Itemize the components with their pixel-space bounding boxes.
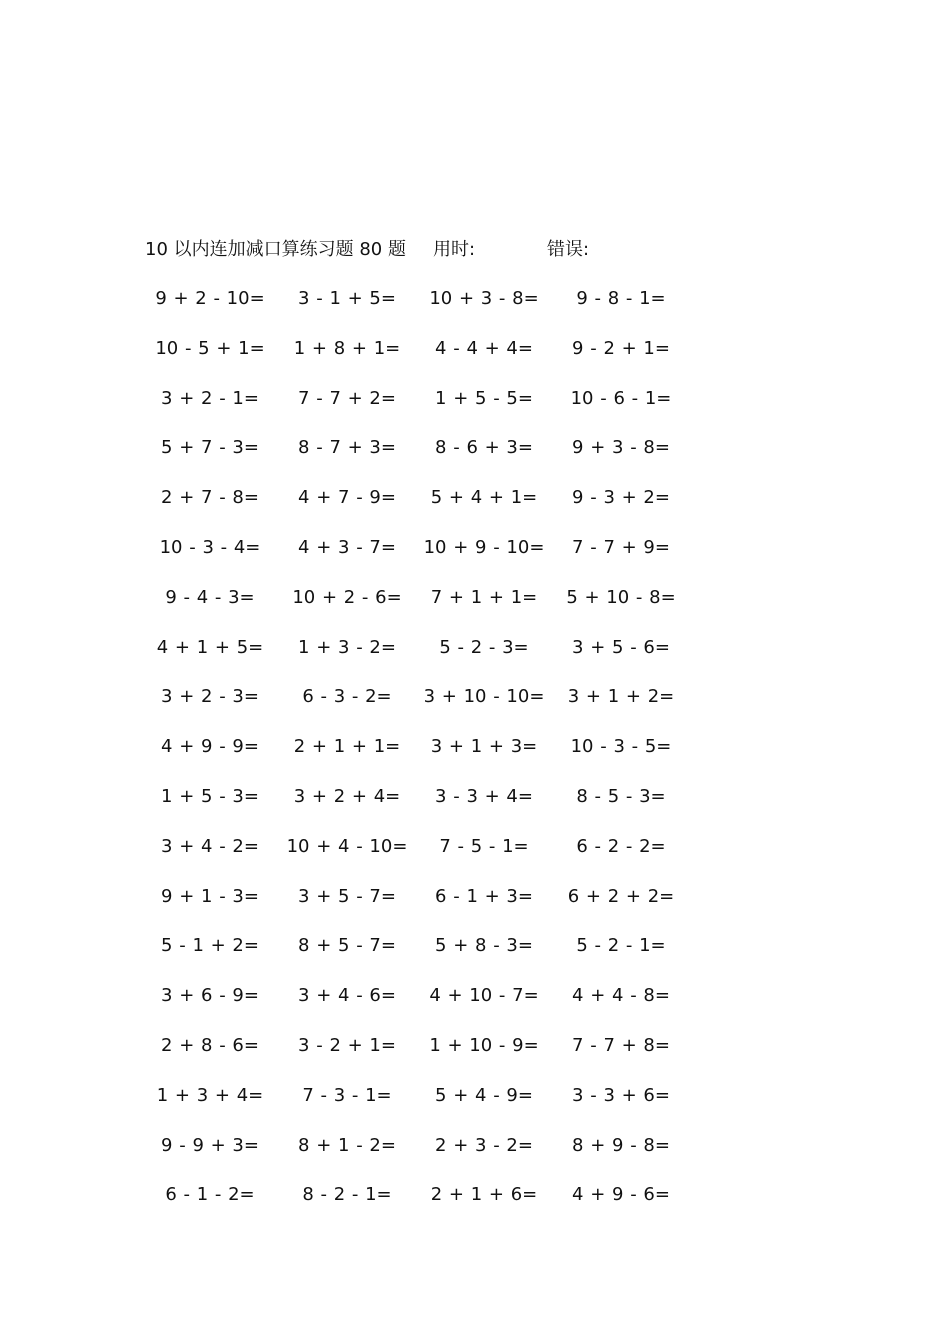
problem-row — [140, 534, 700, 584]
math-problem: 2 + 1 + 6= — [430, 1184, 538, 1206]
math-problem: 5 + 4 - 9= — [435, 1084, 533, 1106]
problem-row — [140, 982, 700, 1032]
math-problem: 3 + 2 + 4= — [293, 785, 401, 807]
math-problem: 3 + 2 - 3= — [161, 686, 259, 708]
math-problem: 5 - 2 - 3= — [439, 636, 529, 658]
math-problem: 6 - 3 - 2= — [302, 686, 392, 708]
math-problem: 4 + 7 - 9= — [298, 487, 396, 509]
math-problem: 10 - 5 + 1= — [155, 337, 265, 359]
math-problem: 8 - 7 + 3= — [298, 437, 396, 459]
problem-row — [140, 883, 700, 933]
math-problem: 4 + 10 - 7= — [429, 985, 539, 1007]
math-problem: 5 + 10 - 8= — [566, 586, 676, 608]
math-problem: 5 + 8 - 3= — [435, 935, 533, 957]
math-problem: 9 - 4 - 3= — [165, 586, 255, 608]
math-problem: 7 - 7 + 8= — [572, 1034, 670, 1056]
math-problem: 1 + 5 - 5= — [435, 387, 533, 409]
problem-row — [140, 1181, 700, 1231]
math-problem: 10 + 2 - 6= — [292, 586, 402, 608]
math-problem: 4 + 1 + 5= — [156, 636, 264, 658]
problem-row — [140, 733, 700, 783]
math-problem: 5 + 7 - 3= — [161, 437, 259, 459]
problem-row — [140, 783, 700, 833]
math-problem: 3 + 1 + 2= — [567, 686, 675, 708]
problem-row — [140, 484, 700, 534]
problem-row — [140, 335, 700, 385]
math-problem: 1 + 3 + 4= — [156, 1084, 264, 1106]
problem-row — [140, 932, 700, 982]
math-problem: 8 + 9 - 8= — [572, 1134, 670, 1156]
math-problem: 3 + 10 - 10= — [423, 686, 545, 708]
math-problem: 8 - 2 - 1= — [302, 1184, 392, 1206]
problem-row — [140, 683, 700, 733]
math-problem: 9 + 2 - 10= — [155, 288, 265, 309]
time-used-label: 用时: — [433, 239, 476, 260]
math-problem: 1 + 10 - 9= — [429, 1034, 539, 1056]
math-problem: 5 - 2 - 1= — [576, 935, 666, 957]
math-problem: 6 - 2 - 2= — [576, 835, 666, 857]
math-problem: 3 + 1 + 3= — [430, 736, 538, 758]
math-problem: 9 + 1 - 3= — [161, 885, 259, 907]
problem-row — [140, 385, 700, 435]
math-problem: 4 + 3 - 7= — [298, 536, 396, 558]
math-problem: 9 - 3 + 2= — [572, 487, 670, 509]
math-problem: 2 + 8 - 6= — [161, 1034, 259, 1056]
math-problem: 8 + 1 - 2= — [298, 1134, 396, 1156]
math-problem: 3 + 5 - 7= — [298, 885, 396, 907]
math-problem: 8 - 5 - 3= — [576, 785, 666, 807]
math-problem: 5 + 4 + 1= — [430, 487, 538, 509]
math-problem: 3 - 1 + 5= — [298, 288, 396, 309]
math-problem: 4 + 9 - 9= — [161, 736, 259, 758]
math-problem: 1 + 8 + 1= — [293, 337, 401, 359]
math-problem: 2 + 1 + 1= — [293, 736, 401, 758]
math-problem: 10 + 3 - 8= — [429, 288, 539, 309]
math-problem: 2 + 7 - 8= — [161, 487, 259, 509]
problem-row — [140, 833, 700, 883]
math-problem: 4 + 9 - 6= — [572, 1184, 670, 1206]
math-problem: 6 + 2 + 2= — [567, 885, 675, 907]
math-problem: 6 - 1 - 2= — [165, 1184, 255, 1206]
math-problem: 3 + 4 - 6= — [298, 985, 396, 1007]
math-problem: 9 - 8 - 1= — [576, 288, 666, 309]
math-problem: 7 - 7 + 2= — [298, 387, 396, 409]
math-problem: 7 + 1 + 1= — [430, 586, 538, 608]
math-problem: 9 - 9 + 3= — [161, 1134, 259, 1156]
worksheet-header — [145, 236, 665, 264]
math-problem: 10 - 3 - 4= — [159, 536, 261, 558]
math-problem: 8 - 6 + 3= — [435, 437, 533, 459]
errors-label: 错误: — [547, 239, 590, 260]
math-problem: 3 + 5 - 6= — [572, 636, 670, 658]
math-problem: 4 - 4 + 4= — [435, 337, 533, 359]
math-problem: 7 - 3 - 1= — [302, 1084, 392, 1106]
problem-row — [140, 434, 700, 484]
math-problem: 3 + 6 - 9= — [161, 985, 259, 1007]
math-problem: 10 - 3 - 5= — [570, 736, 672, 758]
math-problem: 10 + 4 - 10= — [286, 835, 408, 857]
problem-row — [140, 584, 700, 634]
math-problem: 7 - 7 + 9= — [572, 536, 670, 558]
math-problem: 4 + 4 - 8= — [572, 985, 670, 1007]
math-problem: 9 + 3 - 8= — [572, 437, 670, 459]
math-problem: 2 + 3 - 2= — [435, 1134, 533, 1156]
math-problem: 3 - 2 + 1= — [298, 1034, 396, 1056]
math-problem: 1 + 5 - 3= — [161, 785, 259, 807]
math-problem: 3 + 4 - 2= — [161, 835, 259, 857]
worksheet-title: 10 以内连加减口算练习题 80 题 — [145, 239, 406, 260]
math-problem: 10 - 6 - 1= — [570, 387, 672, 409]
math-problem: 10 + 9 - 10= — [423, 536, 545, 558]
problem-row — [140, 1082, 700, 1132]
problem-grid — [140, 285, 700, 1231]
math-problem: 5 - 1 + 2= — [161, 935, 259, 957]
math-problem: 9 - 2 + 1= — [572, 337, 670, 359]
problem-row — [140, 1032, 700, 1082]
math-problem: 6 - 1 + 3= — [435, 885, 533, 907]
math-problem: 1 + 3 - 2= — [298, 636, 396, 658]
math-problem: 3 + 2 - 1= — [161, 387, 259, 409]
problem-row — [140, 285, 700, 335]
math-problem: 3 - 3 + 4= — [435, 785, 533, 807]
problem-row — [140, 634, 700, 684]
math-problem: 3 - 3 + 6= — [572, 1084, 670, 1106]
problem-row — [140, 1132, 700, 1182]
math-problem: 8 + 5 - 7= — [298, 935, 396, 957]
math-problem: 7 - 5 - 1= — [439, 835, 529, 857]
